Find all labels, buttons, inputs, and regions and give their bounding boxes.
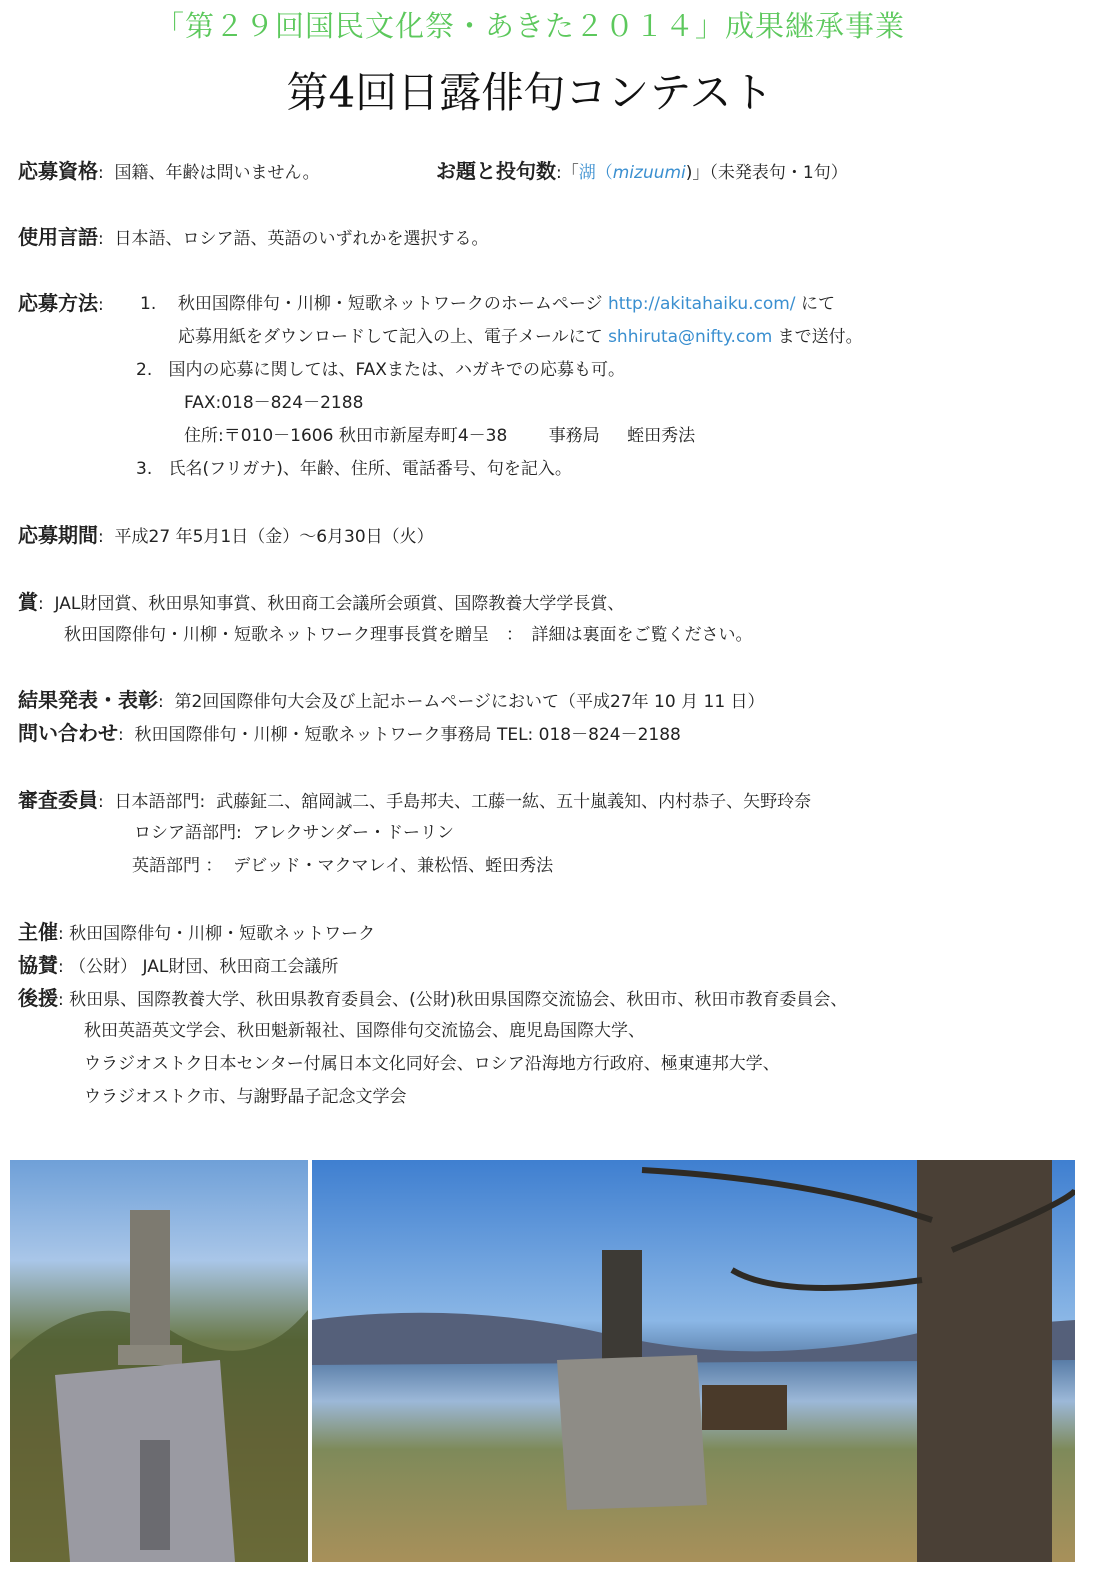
support-text: ウラジオストク市、与謝野晶子記念文学会 [84,1087,407,1107]
lakeside-illustration [312,1160,1075,1562]
method-text: にて [800,294,835,314]
contact-person: 蛭田秀法 [627,426,696,446]
period-label: 応募期間 [18,523,98,547]
theme-word: 湖（ [578,163,613,183]
prize-label: 賞 [18,590,38,614]
judges-dept: 英語部門 ： [132,856,223,876]
address: 住所:〒010－1606 秋田市新屋寿町4－38 [184,426,508,446]
event-subtitle: 「第２９回国民文化祭・あきた２０１４」成果継承事業 [154,9,905,43]
judges-names: デビッド・マクマレイ、兼松悟、蛭田秀法 [233,856,554,876]
statue-monument-illustration [10,1160,308,1562]
item-number: 3. [136,459,153,479]
results-text: 第2回国際俳句大会及び上記ホームページにおいて（平成27年 10 月 11 日） [174,692,765,712]
prize-text: 秋田国際俳句・川柳・短歌ネットワーク理事長賞を贈呈 ： 詳細は裏面をご覧ください。 [64,625,753,645]
judges-row: 審査委員: 日本語部門: 武藤鉦二、舘岡誠二、手島邦夫、工藤一紘、五十嵐義知、内村恭子、矢野玲奈 [18,788,812,812]
support-text: ウラジオストク日本センター付属日本文化同好会、ロシア沿海地方行政府、極東連邦大学、 [84,1054,780,1074]
method-item-1-cont [178,326,863,348]
judges-ru-row [134,822,454,844]
homepage-link[interactable]: http://akitahaiku.com/ [607,294,796,314]
theme-romaji: mizuumi [612,163,686,183]
method-item-1 [140,293,835,315]
judges-dept: ロシア語部門: [134,823,242,843]
judges-names: 武藤鉦二、舘岡誠二、手島邦夫、工藤一紘、五十嵐義知、内村恭子、矢野玲奈 [216,792,812,812]
organizer-row: 主催: 秋田国際俳句・川柳・短歌ネットワーク [18,920,376,944]
eligibility-row: 応募資格: 国籍、年齢は問いません。 [18,159,320,183]
language-text: 日本語、ロシア語、英語のいずれかを選択する。 [114,229,489,249]
inquiry-row: 問い合わせ: 秋田国際俳句・川柳・短歌ネットワーク事務局 TEL: 018－824－2188 [18,721,681,745]
language-label: 使用言語 [18,225,98,249]
support-text: 秋田県、国際教養大学、秋田県教育委員会、(公財)秋田県国際交流協会、秋田市、秋田市教育委員会、 [69,990,848,1010]
results-row: 結果発表・表彰: 第2回国際俳句大会及び上記ホームページにおいて（平成27年 10 月 11 日） [18,688,765,712]
organizer-label: 主催 [18,920,58,944]
photo-lakeside-statue [312,1160,1075,1562]
method-text: 応募用紙をダウンロードして記入の上、電子メールにて [178,327,603,347]
prize-text: JAL財団賞、秋田県知事賞、秋田商工会議所会頭賞、国際教養大学学長賞、 [54,594,625,614]
theme-note: （未発表句・1句） [709,163,848,183]
item-number: 2. [136,360,153,380]
method-item-2 [136,359,625,381]
bracket: 「 [561,163,579,183]
method-text: 氏名(フリガナ)、年齢、住所、電話番号、句を記入。 [168,459,572,479]
prize-row: 賞: JAL財団賞、秋田県知事賞、秋田商工会議所会頭賞、国際教養大学学長賞、 [18,590,625,614]
page-title: 第4回日露俳句コンテスト [286,68,774,117]
results-label: 結果発表・表彰 [18,688,158,712]
eligibility-label: 応募資格 [18,159,98,183]
judges-label: 審査委員 [18,788,98,812]
period-text: 平成27 年5月1日（金）～6月30日（火） [114,527,434,547]
method-item-3 [136,458,572,480]
support-row: 後援: 秋田県、国際教養大学、秋田県教育委員会、(公財)秋田県国際交流協会、秋田市、秋田市教育委員会、 [18,986,848,1010]
period-row: 応募期間: 平成27 年5月1日（金）～6月30日（火） [18,523,434,547]
photo-statue-monument [10,1160,308,1562]
method-label-row: 応募方法: [18,291,104,315]
support-label: 後援 [18,986,58,1010]
support-text: 秋田英語英文学会、秋田魁新報社、国際俳句交流協会、鹿児島国際大学、 [84,1021,645,1041]
inquiry-label: 問い合わせ [18,721,118,745]
cosponsor-label: 協賛 [18,953,58,977]
address-row [184,425,695,447]
language-row: 使用言語: 日本語、ロシア語、英語のいずれかを選択する。 [18,225,489,249]
office: 事務局 [548,426,600,446]
method-label: 応募方法 [18,291,98,315]
organizer-text: 秋田国際俳句・川柳・短歌ネットワーク [69,924,376,944]
inquiry-text: 秋田国際俳句・川柳・短歌ネットワーク事務局 TEL: 018－824－2188 [134,725,681,745]
cosponsor-text: （公財） JAL財団、秋田商工会議所 [69,957,339,977]
cosponsor-row: 協賛: （公財） JAL財団、秋田商工会議所 [18,953,339,977]
judges-en-row [132,855,553,877]
judges-names: アレクサンダー・ドーリン [252,823,454,843]
judges-dept: 日本語部門: [114,792,206,812]
method-text: 国内の応募に関しては、FAXまたは、ハガキでの応募も可。 [168,360,625,380]
method-text: 秋田国際俳句・川柳・短歌ネットワークのホームページ [177,294,603,314]
theme-label: お題と投句数 [436,159,556,183]
eligibility-text: 国籍、年齢は問いません。 [114,163,320,183]
bracket: )」 [685,163,710,183]
item-number: 1. [140,294,157,314]
email-link[interactable]: shhiruta@nifty.com [608,327,773,347]
method-text: まで送付。 [777,327,863,347]
fax-number: FAX:018－824－2188 [184,393,364,413]
theme-row: お題と投句数:「湖（mizuumi)」（未発表句・1句） [436,159,848,183]
